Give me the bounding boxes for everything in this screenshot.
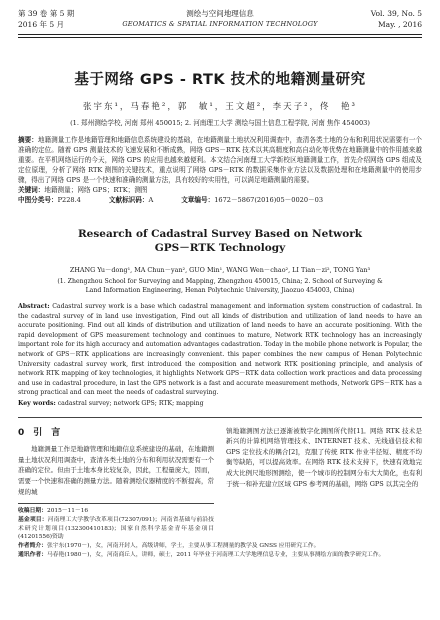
intro-paragraph-right: 镇地籍测图方法已逐渐被数字化测图所代替[1]。网络 RTK 技术是新兴的计算机网络管理技术、INTERNET 技术、无线通信技术和 GPS 定位技术的耦合[2]，克服了传统 RTK 作业半径短、精度不均衡等缺陷，可以提高效率。在网络 RTK 技术支持下，快速有效地完成大比例尺地形图测绘，使一个城市的控制网分布大大简化，也有利于统一和补充建立区域 GPS 参考网的基础，网络 GPS 以其完全的 bbox=[226, 426, 422, 488]
volume-cn: 第 39 卷 第 5 期 bbox=[18, 9, 75, 18]
author-label: 作者简介： bbox=[18, 543, 47, 550]
section-divider bbox=[18, 417, 422, 418]
header-center bbox=[18, 8, 422, 30]
en-keywords bbox=[18, 399, 422, 409]
section-heading: 0 引 言 bbox=[18, 427, 61, 438]
cn-authors: 张宇东¹，马春艳²，郭 敏¹，王文超²，李天子²，佟 艳³ bbox=[83, 102, 357, 112]
fund-value: 河南理工大学教学改革项目(72307/091)；河南省基础与前沿技术研究计划项目(132300410183)；国家自然科学基金青年基金项目(41201556)资助 bbox=[18, 516, 214, 541]
fund-label: 基金项目： bbox=[18, 516, 48, 523]
en-affiliation-line1: (1. Zhengzhou School for Surveying and Mapping, Zhengzhou 450015, China; 2. School of Surveying & bbox=[57, 278, 383, 285]
journal-cn: 测绘与空间地理信息 bbox=[186, 9, 254, 18]
clc-value: P228.4 bbox=[57, 196, 81, 204]
journal-en: GEOMATICS & SPATIAL INFORMATION TECHNOLOGY bbox=[122, 20, 318, 28]
cn-classification bbox=[18, 195, 422, 205]
date-cn: 2016 年 5 月 bbox=[18, 20, 65, 29]
doc-label: 文献标识码： bbox=[108, 196, 149, 204]
header-right bbox=[371, 8, 422, 30]
running-header bbox=[18, 0, 422, 38]
en-abstract bbox=[18, 302, 422, 398]
cn-keywords-text: 地籍测量；网络 GPS；RTK；测图 bbox=[44, 186, 148, 194]
cn-abstract-text: 地籍测量工作是地籍管理和地籍信息系统建设的基础，在地籍测量土地状况利用调查中，查清各类土地的分布和利用状况需要有一个准确的定位。随着 GPS 测量技术的飞速发展和不断成熟，网络 GPS－RTK 技术以其高精度和高自动化等优势在地籍测量中的作用越来越重要。在平机网络运行的今天，网络 GPS 的应用也越来越便利。本文结合河南理工大学新校区地籍测量工作，首先介绍网络 GPS 组成及定位原理，分析了网络 RTK 测图的关键技术，重点说明了网络 GPS－RTK 的数据采集作业方法以及数据处理和在地籍测量中的使用步骤，得出了网络 GPS 是一个快速和准确的测量方法，具有较好的实用性，可以满足地籍测量的需要。 bbox=[18, 136, 423, 184]
article-value: 1672－5867(2016)05－0020－03 bbox=[214, 196, 324, 204]
left-column bbox=[18, 426, 214, 543]
doc-value: A bbox=[148, 196, 154, 204]
en-affiliation-line2: Land Information Engineering, Henan Polytechnic University, Jiaozuo 454003, China) bbox=[85, 287, 355, 294]
en-abstract-text: Cadastral survey work is a base which cadastral management and information system construction of cadastral. In the cadastral survey of in land use investigation, Find out all kinds of distribution and utilization of land needs to have an accurate positioning. Find out all kinds of distribution and utilization of land needs to have an accurate positioning. With the rapid development of GPS measurement technology and continues to mature, Network RTK technology has an increasingly important role for its high accuracy and automation advantages cadastration. Today in the mobile phone network is Popular, the network of GPS－RTK applications are increasingly convenient. this paper combines the new campus of Henan Polytechnic University cadastral survey work, first introduced the composition and network RTK positioning principle, and analysis of network RTK mapping of key technologies, it highlights Network GPS－RTK data collection work practices and data processing and use in cadastral procedure, in last the GPS network is a fast and accurate measurement methods, Network GPS－RTK has a strong practical and can meet the needs of cadastral surveying. bbox=[18, 303, 423, 397]
cn-keywords-label: 关键词： bbox=[18, 186, 45, 194]
cn-abstract bbox=[18, 135, 422, 185]
right-column bbox=[226, 426, 422, 543]
en-keywords-label: Key words: bbox=[18, 399, 56, 407]
intro-paragraph-left: 地籍测量工作是地籍管理和地籍信息系统建设的基础，在地籍测量土地状况利用调查中，查清各类土地的分布和利用状况需要有一个准确的定位。但由于土地本身比较复杂，因此，工程量庞大，因而，需要一个快速和准确的测量方法。随着测绘仪器精度的不断提高，常规的城 bbox=[18, 445, 214, 496]
corr-label: 通讯作者： bbox=[18, 552, 47, 559]
cn-title: 基于网络 GPS - RTK 技术的地籍测量研究 bbox=[74, 72, 366, 88]
cn-abstract-label: 摘要： bbox=[18, 136, 38, 144]
en-title bbox=[18, 227, 422, 255]
en-title-line2: GPS－RTK Technology bbox=[154, 242, 286, 254]
cn-affiliation: (1. 郑州测绘学校, 河南 郑州 450015; 2. 河南理工大学 测绘与国土信息工程学院, 河南 焦作 454003) bbox=[70, 119, 370, 127]
corr-bio: 马春艳(1980－)，女，河南商丘人，讲师，硕士，2011 年毕业于河南理工大学地理信息专业，主要从事测绘方面的教学研究工作。 bbox=[47, 552, 385, 559]
clc-label: 中图分类号： bbox=[18, 196, 58, 204]
author-bio: 张宇东(1970－)，女，河南开封人，高级讲师，学士，主要从事工程测量的教学及 GNSS 应用研究工作。 bbox=[47, 543, 320, 550]
body-columns bbox=[18, 426, 422, 543]
received-label: 收稿日期： bbox=[18, 508, 47, 515]
article-label: 文章编号： bbox=[181, 196, 215, 204]
received-value: 2015－11－16 bbox=[47, 508, 89, 515]
en-affiliation bbox=[18, 277, 422, 295]
en-authors: ZHANG Yu－dong¹, MA Chun－yan², GUO Min¹, WANG Wen－chao², LI Tian－zi², TONG Yan³ bbox=[69, 266, 371, 274]
date-en: May. , 2016 bbox=[377, 20, 422, 29]
footnote bbox=[18, 503, 214, 542]
volume-en: Vol. 39, No. 5 bbox=[370, 9, 422, 18]
en-abstract-label: Abstract: bbox=[18, 303, 50, 310]
header-rule bbox=[18, 34, 422, 35]
en-title-line1: Research of Cadastral Survey Based on Network bbox=[77, 228, 363, 240]
author-notes bbox=[18, 542, 422, 560]
cn-keywords bbox=[18, 185, 422, 195]
en-keywords-text: cadastral survey; network GPS; RTK; mapping bbox=[57, 399, 204, 407]
